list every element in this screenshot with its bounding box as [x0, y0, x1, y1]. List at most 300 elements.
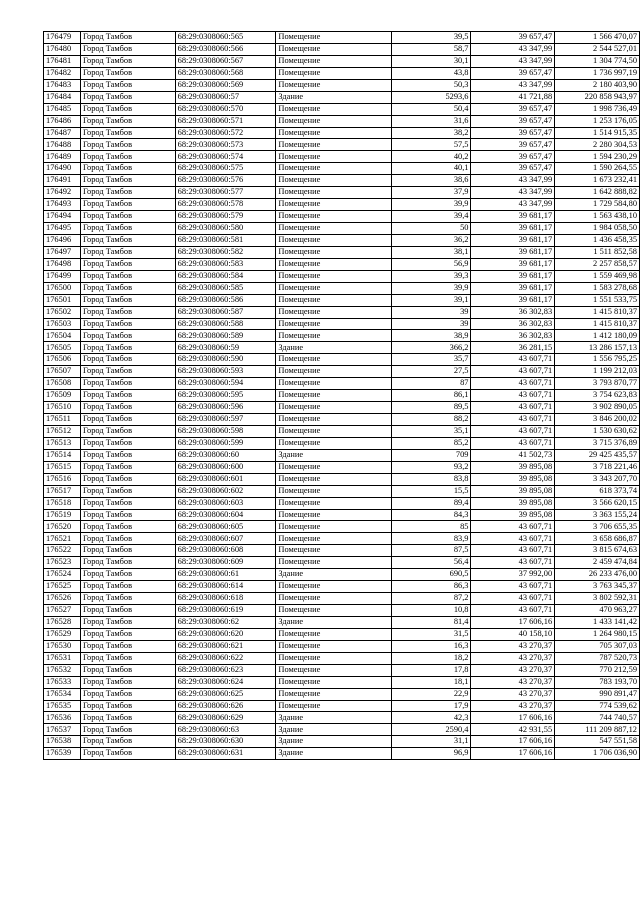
record-id-cell: 176481 — [44, 55, 81, 67]
table-row — [44, 223, 640, 235]
cadastral-value-cell: 1 433 141,42 — [555, 616, 640, 628]
cadastral-number-cell: 68:29:0308060:63 — [175, 724, 276, 736]
city-cell: Город Тамбов — [80, 605, 175, 617]
area-cell: 42,3 — [391, 712, 471, 724]
table-row — [44, 605, 640, 617]
object-type-cell: Помещение — [276, 67, 391, 79]
table-row — [44, 628, 640, 640]
city-cell: Город Тамбов — [80, 151, 175, 163]
cadastral-value-cell: 1 590 264,55 — [555, 163, 640, 175]
record-id-cell: 176522 — [44, 545, 81, 557]
object-type-cell: Помещение — [276, 545, 391, 557]
city-cell: Город Тамбов — [80, 342, 175, 354]
area-cell: 50 — [391, 223, 471, 235]
cadastral-number-cell: 68:29:0308060:608 — [175, 545, 276, 557]
table-row — [44, 306, 640, 318]
specific-value-cell: 42 931,55 — [471, 724, 555, 736]
cadastral-number-cell: 68:29:0308060:589 — [175, 330, 276, 342]
area-cell: 17,8 — [391, 664, 471, 676]
object-type-cell: Здание — [276, 748, 391, 760]
cadastral-value-cell: 3 754 623,83 — [555, 390, 640, 402]
area-cell: 10,8 — [391, 605, 471, 617]
table-row — [44, 425, 640, 437]
cadastral-value-cell: 774 539,62 — [555, 700, 640, 712]
city-cell: Город Тамбов — [80, 330, 175, 342]
table-row — [44, 748, 640, 760]
city-cell: Город Тамбов — [80, 270, 175, 282]
object-type-cell: Помещение — [276, 115, 391, 127]
specific-value-cell: 43 607,71 — [471, 425, 555, 437]
area-cell: 30,1 — [391, 55, 471, 67]
table-row — [44, 127, 640, 139]
specific-value-cell: 43 607,71 — [471, 378, 555, 390]
record-id-cell: 176512 — [44, 425, 81, 437]
record-id-cell: 176537 — [44, 724, 81, 736]
area-cell: 18,2 — [391, 652, 471, 664]
cadastral-value-cell: 705 307,03 — [555, 640, 640, 652]
city-cell: Город Тамбов — [80, 616, 175, 628]
specific-value-cell: 43 347,99 — [471, 187, 555, 199]
object-type-cell: Помещение — [276, 318, 391, 330]
area-cell: 88,2 — [391, 414, 471, 426]
specific-value-cell: 39 895,08 — [471, 497, 555, 509]
table-row — [44, 175, 640, 187]
area-cell: 96,9 — [391, 748, 471, 760]
specific-value-cell: 39 657,47 — [471, 103, 555, 115]
cadastral-number-cell: 68:29:0308060:570 — [175, 103, 276, 115]
cadastral-number-cell: 68:29:0308060:599 — [175, 437, 276, 449]
object-type-cell: Здание — [276, 342, 391, 354]
city-cell: Город Тамбов — [80, 55, 175, 67]
specific-value-cell: 39 681,17 — [471, 246, 555, 258]
table-row — [44, 294, 640, 306]
cadastral-value-cell: 1 436 458,35 — [555, 234, 640, 246]
record-id-cell: 176535 — [44, 700, 81, 712]
city-cell: Город Тамбов — [80, 175, 175, 187]
city-cell: Город Тамбов — [80, 127, 175, 139]
cadastral-number-cell: 68:29:0308060:598 — [175, 425, 276, 437]
record-id-cell: 176534 — [44, 688, 81, 700]
record-id-cell: 176519 — [44, 509, 81, 521]
city-cell: Город Тамбов — [80, 545, 175, 557]
cadastral-number-cell: 68:29:0308060:609 — [175, 557, 276, 569]
table-row — [44, 342, 640, 354]
table-row — [44, 115, 640, 127]
cadastral-number-cell: 68:29:0308060:584 — [175, 270, 276, 282]
cadastral-number-cell: 68:29:0308060:581 — [175, 234, 276, 246]
area-cell: 27,5 — [391, 366, 471, 378]
city-cell: Город Тамбов — [80, 318, 175, 330]
cadastral-number-cell: 68:29:0308060:580 — [175, 223, 276, 235]
area-cell: 89,4 — [391, 497, 471, 509]
area-cell: 690,5 — [391, 569, 471, 581]
specific-value-cell: 43 270,37 — [471, 676, 555, 688]
table-row — [44, 354, 640, 366]
record-id-cell: 176506 — [44, 354, 81, 366]
cadastral-value-cell: 220 858 943,97 — [555, 91, 640, 103]
object-type-cell: Помещение — [276, 366, 391, 378]
object-type-cell: Помещение — [276, 378, 391, 390]
record-id-cell: 176487 — [44, 127, 81, 139]
city-cell: Город Тамбов — [80, 557, 175, 569]
object-type-cell: Помещение — [276, 652, 391, 664]
cadastral-value-cell: 1 736 997,19 — [555, 67, 640, 79]
record-id-cell: 176515 — [44, 461, 81, 473]
record-id-cell: 176486 — [44, 115, 81, 127]
cadastral-number-cell: 68:29:0308060:59 — [175, 342, 276, 354]
cadastral-number-cell: 68:29:0308060:566 — [175, 43, 276, 55]
cadastral-number-cell: 68:29:0308060:614 — [175, 581, 276, 593]
record-id-cell: 176488 — [44, 139, 81, 151]
cadastral-number-cell: 68:29:0308060:568 — [175, 67, 276, 79]
specific-value-cell: 39 681,17 — [471, 294, 555, 306]
object-type-cell: Помещение — [276, 640, 391, 652]
record-id-cell: 176530 — [44, 640, 81, 652]
cadastral-number-cell: 68:29:0308060:57 — [175, 91, 276, 103]
object-type-cell: Помещение — [276, 234, 391, 246]
object-type-cell: Помещение — [276, 32, 391, 44]
record-id-cell: 176523 — [44, 557, 81, 569]
object-type-cell: Помещение — [276, 521, 391, 533]
cadastral-value-cell: 3 343 207,70 — [555, 473, 640, 485]
city-cell: Город Тамбов — [80, 700, 175, 712]
table-row — [44, 485, 640, 497]
cadastral-value-cell: 1 673 232,41 — [555, 175, 640, 187]
record-id-cell: 176532 — [44, 664, 81, 676]
record-id-cell: 176527 — [44, 605, 81, 617]
object-type-cell: Помещение — [276, 461, 391, 473]
cadastral-number-cell: 68:29:0308060:594 — [175, 378, 276, 390]
object-type-cell: Здание — [276, 616, 391, 628]
specific-value-cell: 43 607,71 — [471, 414, 555, 426]
cadastral-value-cell: 1 304 774,50 — [555, 55, 640, 67]
area-cell: 50,3 — [391, 79, 471, 91]
table-row — [44, 557, 640, 569]
object-type-cell: Здание — [276, 569, 391, 581]
cadastral-value-cell: 1 729 584,80 — [555, 199, 640, 211]
city-cell: Город Тамбов — [80, 485, 175, 497]
city-cell: Город Тамбов — [80, 103, 175, 115]
area-cell: 56,4 — [391, 557, 471, 569]
area-cell: 39,5 — [391, 32, 471, 44]
city-cell: Город Тамбов — [80, 354, 175, 366]
table-row — [44, 79, 640, 91]
object-type-cell: Помещение — [276, 700, 391, 712]
cadastral-number-cell: 68:29:0308060:597 — [175, 414, 276, 426]
cadastral-number-cell: 68:29:0308060:621 — [175, 640, 276, 652]
cadastral-number-cell: 68:29:0308060:626 — [175, 700, 276, 712]
table-row — [44, 103, 640, 115]
cadastral-number-cell: 68:29:0308060:595 — [175, 390, 276, 402]
city-cell: Город Тамбов — [80, 676, 175, 688]
cadastral-value-cell: 3 706 655,35 — [555, 521, 640, 533]
area-cell: 35,1 — [391, 425, 471, 437]
area-cell: 16,3 — [391, 640, 471, 652]
record-id-cell: 176502 — [44, 306, 81, 318]
cadastral-value-cell: 13 286 157,13 — [555, 342, 640, 354]
record-id-cell: 176505 — [44, 342, 81, 354]
cadastral-value-cell: 1 984 058,50 — [555, 223, 640, 235]
specific-value-cell: 43 607,71 — [471, 545, 555, 557]
cadastral-value-cell: 3 718 221,46 — [555, 461, 640, 473]
area-cell: 18,1 — [391, 676, 471, 688]
record-id-cell: 176495 — [44, 223, 81, 235]
cadastral-value-cell: 2 280 304,53 — [555, 139, 640, 151]
cadastral-number-cell: 68:29:0308060:622 — [175, 652, 276, 664]
cadastral-number-cell: 68:29:0308060:60 — [175, 449, 276, 461]
area-cell: 86,1 — [391, 390, 471, 402]
city-cell: Город Тамбов — [80, 640, 175, 652]
cadastral-value-cell: 1 253 176,05 — [555, 115, 640, 127]
city-cell: Город Тамбов — [80, 449, 175, 461]
record-id-cell: 176508 — [44, 378, 81, 390]
cadastral-number-cell: 68:29:0308060:625 — [175, 688, 276, 700]
table-row — [44, 533, 640, 545]
cadastral-value-cell: 2 459 474,84 — [555, 557, 640, 569]
table-row — [44, 593, 640, 605]
object-type-cell: Помещение — [276, 294, 391, 306]
specific-value-cell: 43 270,37 — [471, 640, 555, 652]
table-row — [44, 282, 640, 294]
city-cell: Город Тамбов — [80, 461, 175, 473]
object-type-cell: Помещение — [276, 414, 391, 426]
record-id-cell: 176538 — [44, 736, 81, 748]
area-cell: 38,2 — [391, 127, 471, 139]
specific-value-cell: 39 681,17 — [471, 258, 555, 270]
cadastral-number-cell: 68:29:0308060:631 — [175, 748, 276, 760]
table-row — [44, 688, 640, 700]
table-row — [44, 616, 640, 628]
object-type-cell: Помещение — [276, 163, 391, 175]
object-type-cell: Помещение — [276, 509, 391, 521]
object-type-cell: Помещение — [276, 175, 391, 187]
record-id-cell: 176525 — [44, 581, 81, 593]
specific-value-cell: 39 681,17 — [471, 211, 555, 223]
record-id-cell: 176485 — [44, 103, 81, 115]
specific-value-cell: 43 607,71 — [471, 593, 555, 605]
record-id-cell: 176533 — [44, 676, 81, 688]
specific-value-cell: 39 657,47 — [471, 127, 555, 139]
specific-value-cell: 39 657,47 — [471, 32, 555, 44]
cadastral-value-cell: 1 511 852,58 — [555, 246, 640, 258]
object-type-cell: Помещение — [276, 258, 391, 270]
cadastral-value-cell: 1 551 533,75 — [555, 294, 640, 306]
cadastral-number-cell: 68:29:0308060:62 — [175, 616, 276, 628]
cadastral-value-cell: 29 425 435,57 — [555, 449, 640, 461]
area-cell: 83,8 — [391, 473, 471, 485]
cadastral-number-cell: 68:29:0308060:600 — [175, 461, 276, 473]
record-id-cell: 176524 — [44, 569, 81, 581]
specific-value-cell: 39 895,08 — [471, 485, 555, 497]
table-row — [44, 187, 640, 199]
city-cell: Город Тамбов — [80, 748, 175, 760]
city-cell: Город Тамбов — [80, 664, 175, 676]
record-id-cell: 176511 — [44, 414, 81, 426]
cadastral-number-cell: 68:29:0308060:588 — [175, 318, 276, 330]
object-type-cell: Здание — [276, 724, 391, 736]
specific-value-cell: 43 347,99 — [471, 43, 555, 55]
table-row — [44, 581, 640, 593]
specific-value-cell: 36 302,83 — [471, 330, 555, 342]
table-row — [44, 449, 640, 461]
cadastral-value-cell: 3 902 890,05 — [555, 402, 640, 414]
specific-value-cell: 43 607,71 — [471, 605, 555, 617]
specific-value-cell: 43 607,71 — [471, 366, 555, 378]
cadastral-value-cell: 770 212,59 — [555, 664, 640, 676]
city-cell: Город Тамбов — [80, 294, 175, 306]
cadastral-number-cell: 68:29:0308060:590 — [175, 354, 276, 366]
cadastral-value-cell: 470 963,27 — [555, 605, 640, 617]
cadastral-value-cell: 783 193,70 — [555, 676, 640, 688]
table-row — [44, 676, 640, 688]
cadastral-number-cell: 68:29:0308060:604 — [175, 509, 276, 521]
area-cell: 39 — [391, 318, 471, 330]
area-cell: 87,5 — [391, 545, 471, 557]
area-cell: 39,1 — [391, 294, 471, 306]
record-id-cell: 176509 — [44, 390, 81, 402]
cadastral-number-cell: 68:29:0308060:572 — [175, 127, 276, 139]
specific-value-cell: 39 657,47 — [471, 151, 555, 163]
area-cell: 36,2 — [391, 234, 471, 246]
record-id-cell: 176491 — [44, 175, 81, 187]
cadastral-number-cell: 68:29:0308060:587 — [175, 306, 276, 318]
cadastral-value-cell: 1 556 795,25 — [555, 354, 640, 366]
object-type-cell: Здание — [276, 449, 391, 461]
table-row — [44, 390, 640, 402]
table-row — [44, 724, 640, 736]
table-row — [44, 545, 640, 557]
cadastral-number-cell: 68:29:0308060:630 — [175, 736, 276, 748]
specific-value-cell: 39 657,47 — [471, 163, 555, 175]
specific-value-cell: 39 681,17 — [471, 270, 555, 282]
specific-value-cell: 39 681,17 — [471, 234, 555, 246]
cadastral-value-cell: 1 514 915,35 — [555, 127, 640, 139]
record-id-cell: 176504 — [44, 330, 81, 342]
record-id-cell: 176503 — [44, 318, 81, 330]
city-cell: Город Тамбов — [80, 652, 175, 664]
area-cell: 58,7 — [391, 43, 471, 55]
cadastral-value-table — [43, 31, 640, 760]
object-type-cell: Помещение — [276, 497, 391, 509]
cadastral-value-cell: 3 566 620,15 — [555, 497, 640, 509]
area-cell: 87 — [391, 378, 471, 390]
city-cell: Город Тамбов — [80, 139, 175, 151]
cadastral-value-cell: 1 706 036,90 — [555, 748, 640, 760]
city-cell: Город Тамбов — [80, 593, 175, 605]
table-row — [44, 151, 640, 163]
city-cell: Город Тамбов — [80, 473, 175, 485]
specific-value-cell: 36 281,15 — [471, 342, 555, 354]
table-row — [44, 366, 640, 378]
record-id-cell: 176531 — [44, 652, 81, 664]
specific-value-cell: 43 270,37 — [471, 700, 555, 712]
area-cell: 39,3 — [391, 270, 471, 282]
cadastral-value-cell: 1 563 438,10 — [555, 211, 640, 223]
cadastral-number-cell: 68:29:0308060:624 — [175, 676, 276, 688]
cadastral-number-cell: 68:29:0308060:565 — [175, 32, 276, 44]
specific-value-cell: 43 607,71 — [471, 581, 555, 593]
cadastral-value-cell: 618 373,74 — [555, 485, 640, 497]
object-type-cell: Помещение — [276, 127, 391, 139]
cadastral-value-cell: 3 763 345,37 — [555, 581, 640, 593]
specific-value-cell: 39 681,17 — [471, 223, 555, 235]
object-type-cell: Помещение — [276, 306, 391, 318]
area-cell: 84,3 — [391, 509, 471, 521]
object-type-cell: Помещение — [276, 223, 391, 235]
cadastral-value-cell: 1 559 469,98 — [555, 270, 640, 282]
record-id-cell: 176484 — [44, 91, 81, 103]
object-type-cell: Помещение — [276, 139, 391, 151]
record-id-cell: 176513 — [44, 437, 81, 449]
cadastral-value-cell: 1 566 470,07 — [555, 32, 640, 44]
cadastral-number-cell: 68:29:0308060:579 — [175, 211, 276, 223]
object-type-cell: Помещение — [276, 485, 391, 497]
area-cell: 38,9 — [391, 330, 471, 342]
record-id-cell: 176521 — [44, 533, 81, 545]
cadastral-number-cell: 68:29:0308060:586 — [175, 294, 276, 306]
cadastral-value-cell: 3 846 200,02 — [555, 414, 640, 426]
area-cell: 85 — [391, 521, 471, 533]
record-id-cell: 176507 — [44, 366, 81, 378]
record-id-cell: 176528 — [44, 616, 81, 628]
object-type-cell: Помещение — [276, 533, 391, 545]
area-cell: 39,4 — [391, 211, 471, 223]
area-cell: 22,9 — [391, 688, 471, 700]
area-cell: 50,4 — [391, 103, 471, 115]
record-id-cell: 176499 — [44, 270, 81, 282]
specific-value-cell: 43 270,37 — [471, 664, 555, 676]
area-cell: 93,2 — [391, 461, 471, 473]
table-row — [44, 402, 640, 414]
record-id-cell: 176518 — [44, 497, 81, 509]
object-type-cell: Помещение — [276, 246, 391, 258]
table-row — [44, 509, 640, 521]
record-id-cell: 176482 — [44, 67, 81, 79]
area-cell: 709 — [391, 449, 471, 461]
object-type-cell: Помещение — [276, 676, 391, 688]
cadastral-number-cell: 68:29:0308060:585 — [175, 282, 276, 294]
city-cell: Город Тамбов — [80, 724, 175, 736]
city-cell: Город Тамбов — [80, 509, 175, 521]
cadastral-value-cell: 1 594 230,29 — [555, 151, 640, 163]
area-cell: 31,5 — [391, 628, 471, 640]
cadastral-value-cell: 2 257 858,57 — [555, 258, 640, 270]
record-id-cell: 176526 — [44, 593, 81, 605]
city-cell: Город Тамбов — [80, 91, 175, 103]
cadastral-value-cell: 990 891,47 — [555, 688, 640, 700]
cadastral-number-cell: 68:29:0308060:596 — [175, 402, 276, 414]
area-cell: 56,9 — [391, 258, 471, 270]
cadastral-number-cell: 68:29:0308060:603 — [175, 497, 276, 509]
area-cell: 87,2 — [391, 593, 471, 605]
cadastral-value-cell: 1 642 888,82 — [555, 187, 640, 199]
area-cell: 35,7 — [391, 354, 471, 366]
record-id-cell: 176480 — [44, 43, 81, 55]
city-cell: Город Тамбов — [80, 187, 175, 199]
record-id-cell: 176497 — [44, 246, 81, 258]
cadastral-value-cell: 1 530 630,62 — [555, 425, 640, 437]
cadastral-number-cell: 68:29:0308060:623 — [175, 664, 276, 676]
city-cell: Город Тамбов — [80, 43, 175, 55]
object-type-cell: Помещение — [276, 282, 391, 294]
city-cell: Город Тамбов — [80, 581, 175, 593]
cadastral-value-cell: 547 551,58 — [555, 736, 640, 748]
cadastral-value-cell: 111 209 887,12 — [555, 724, 640, 736]
city-cell: Город Тамбов — [80, 425, 175, 437]
cadastral-value-cell: 2 180 403,90 — [555, 79, 640, 91]
specific-value-cell: 37 992,00 — [471, 569, 555, 581]
table-row — [44, 330, 640, 342]
